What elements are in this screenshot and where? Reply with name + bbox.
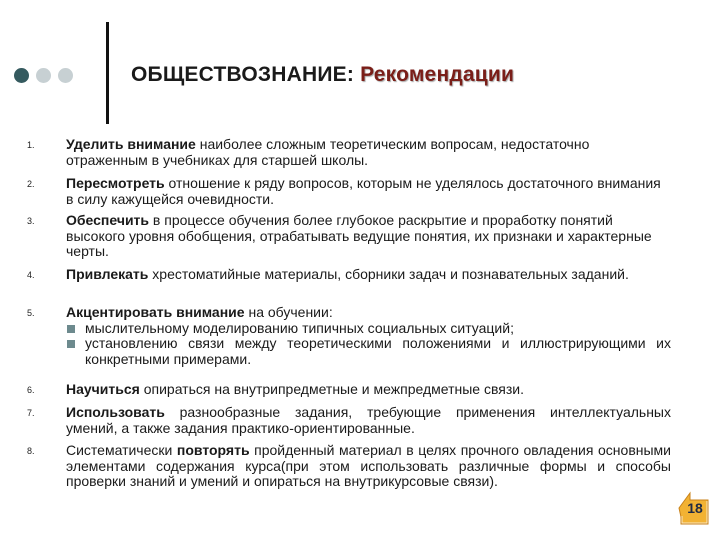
page-number: 18 [687,500,703,516]
list-item [27,175,671,207]
item-text: в процессе обучения более глубокое раскрытие и проработку понятий высокого уровня обобщения, отрабатывать ведущие понятия, их признаки и характерные черты. [66,212,652,260]
square-bullet-icon [67,325,75,333]
sub-item-text: мыслительному моделированию типичных социальных ситуаций; [85,319,514,336]
sub-list-item [67,336,671,367]
item-number: 5. [27,308,35,318]
item-lead: повторять [176,442,250,458]
item-lead: Пересмотреть [66,175,165,191]
page-number-badge [676,490,712,528]
list-item [27,212,671,260]
dot-light-icon [58,68,73,83]
item-lead: Научиться [66,381,140,397]
item-text: хрестоматийные материалы, сборники задач и познавательных заданий. [148,266,629,282]
item-number: 7. [27,408,35,418]
item-lead: Использовать [66,404,165,420]
item-text: разнообразные задания, требующие применения интеллектуальных умений, а также задания практико-ориентированные. [66,404,671,436]
item-lead: Привлекать [66,266,149,282]
item-number: 8. [27,446,35,456]
page-title [131,63,514,87]
item-number: 6. [27,385,35,395]
item-text: на обучении: [244,304,333,320]
item-text: наиболее сложным теоретическим вопросам, недостаточно отраженным в учебниках для старшей школы. [66,136,590,168]
item-lead: Акцентировать внимание [66,304,245,320]
decorative-dots [14,68,73,83]
sub-list-item [67,321,671,337]
list-item [27,381,671,398]
item-number: 1. [27,140,35,150]
dot-dark-icon [14,68,29,83]
title-main: ОБЩЕСТВОЗНАНИЕ: [131,63,361,86]
title-accent: Рекомендации [360,63,515,86]
item-number: 2. [27,179,35,189]
item-lead-prefix: Систематически [66,442,177,458]
item-text: пройденный материал в целях прочного овладения основными элементами содержания курса(при этом использовать различные формы и способы проверки знаний и умений и опираться на внутрикурсовые связи). [66,442,671,490]
header-divider [106,22,109,124]
item-text: опираться на внутрипредметные и межпредметные связи. [139,381,524,397]
item-number: 3. [27,216,35,226]
list-item [27,266,671,283]
item-text: отношение к ряду вопросов, которым не уделялось достаточного внимания в силу кажущейся очевидности. [66,175,661,207]
sub-item-text: установлению связи между теоретическими положениями и иллюстрирующими их конкретными примерами. [85,335,671,367]
item-number: 4. [27,270,35,280]
item-lead: Уделить внимание [66,136,196,152]
dot-light-icon [36,68,51,83]
list-item [27,304,671,367]
list-item [27,442,671,490]
list-item [27,136,671,168]
item-lead: Обеспечить [66,212,150,228]
list-item [27,404,671,436]
square-bullet-icon [67,340,75,348]
